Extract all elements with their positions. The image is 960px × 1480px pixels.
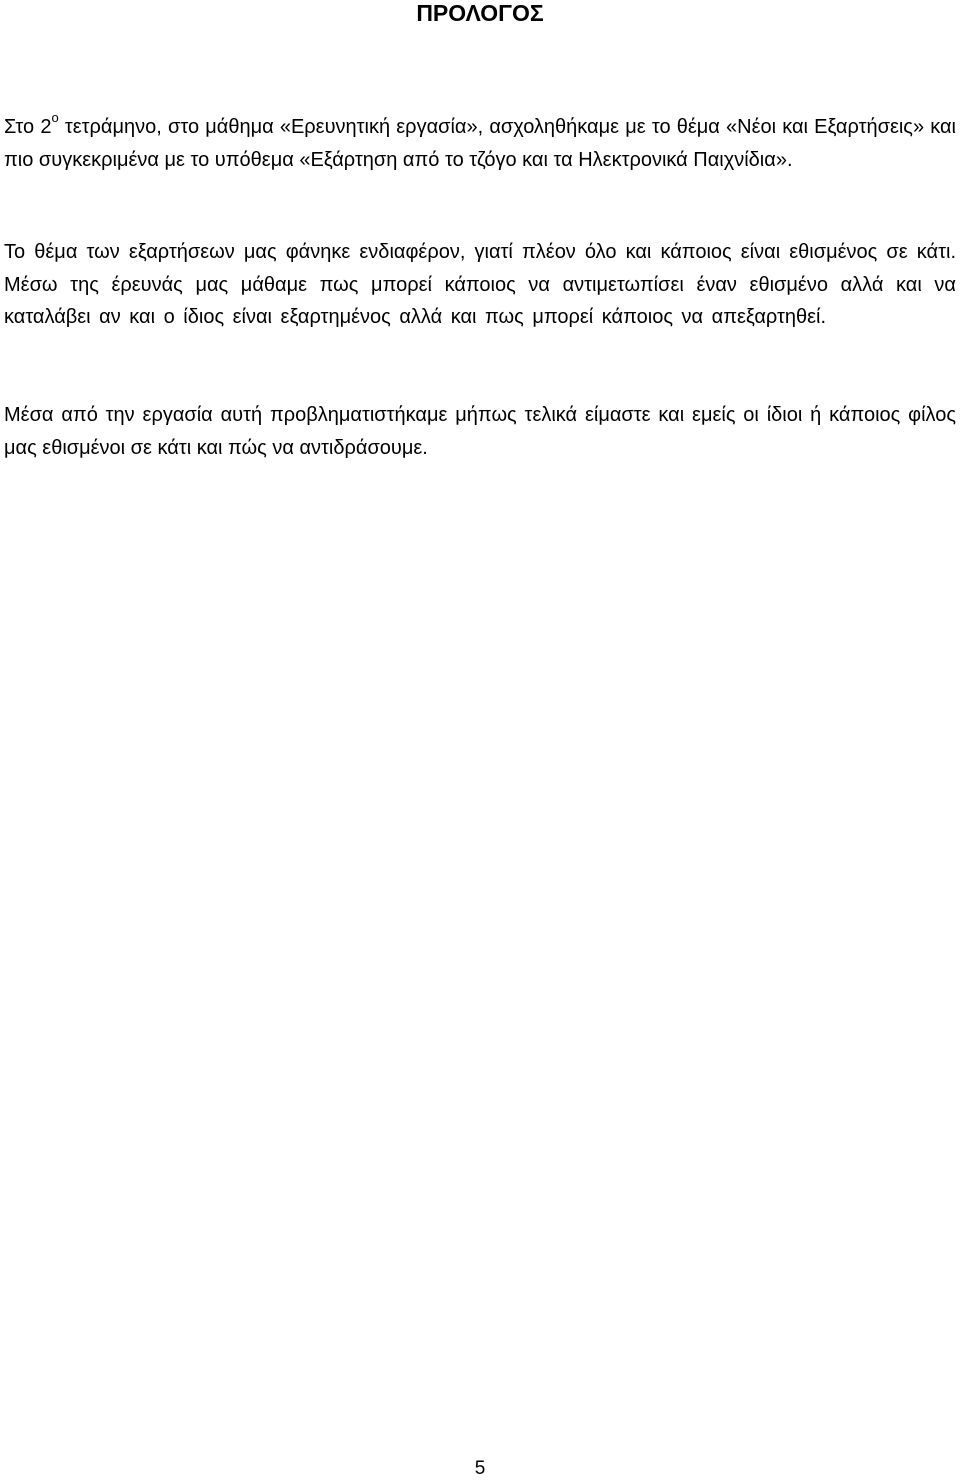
paragraph-intro-start: Στο 2: [4, 116, 52, 138]
paragraph-intro-rest: τετράμηνο, στο μάθημα «Ερευνητική εργασία», ασχοληθήκαμε με το θέμα «Νέοι και Εξαρτήσεις» και πιο συγκεκριμένα με το υπόθεμα «Εξάρτηση από το τζόγο και τα Ηλεκτρονικά Παιχνίδια».: [4, 116, 956, 171]
page-title: ΠΡΟΛΟΓΟΣ: [416, 0, 544, 26]
ordinal-superscript: ο: [51, 110, 59, 126]
paragraph-intro: [4, 111, 956, 176]
page-number: 5: [474, 1458, 486, 1479]
paragraph-addictions: Το θέμα των εξαρτήσεων μας φάνηκε ενδιαφέρον, γιατί πλέον όλο και κάποιος είναι εθισμένος σε κάτι. Μέσω της έρευνάς μας μάθαμε πως μπορεί κάποιος να αντιμετωπίσει έναν εθισμένο αλλά και να καταλάβει αν και ο ίδιος είναι εξαρτημένος αλλά και πως μπορεί κάποιος να απεξαρτηθεί.: [4, 241, 956, 328]
paragraph-reflection: Μέσα από την εργασία αυτή προβληματιστήκαμε μήπως τελικά είμαστε και εμείς οι ίδιοι ή κάποιος φίλος μας εθισμένοι σε κάτι και πώς να αντιδράσουμε.: [4, 404, 956, 459]
